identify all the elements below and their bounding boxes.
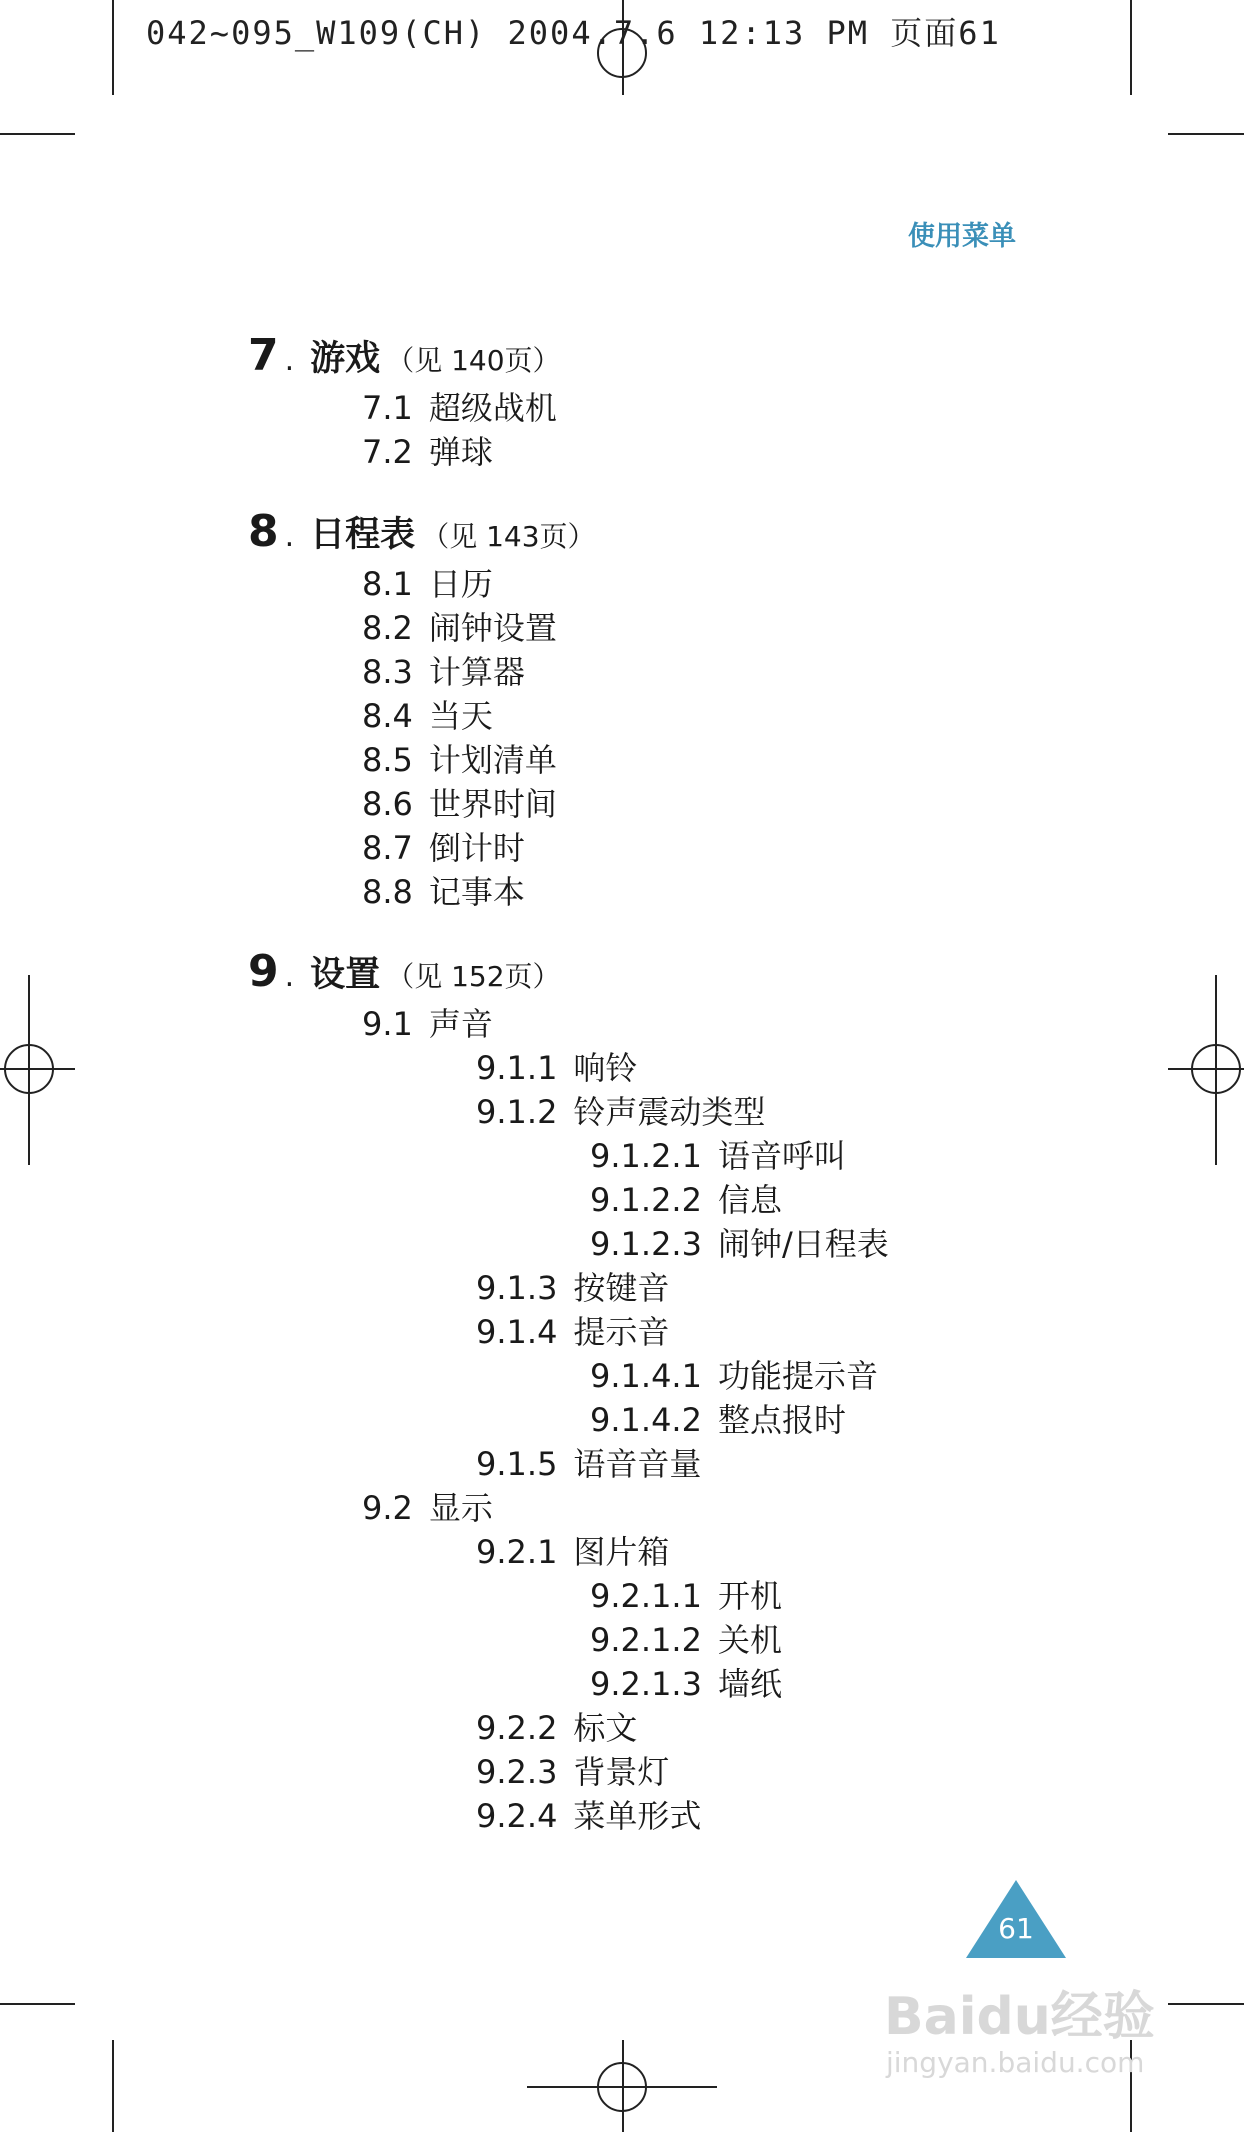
item-number: 9.2.1.1 (590, 1577, 702, 1615)
item-label: 当天 (428, 697, 493, 735)
submenu-item (476, 1708, 637, 1748)
item-number: 8.7 (362, 829, 413, 867)
submenu-item (362, 1004, 493, 1044)
item-label: 弹球 (428, 433, 493, 471)
submenu-item (590, 1664, 782, 1704)
item-number: 8.6 (362, 785, 413, 823)
submenu-item (476, 1268, 669, 1308)
section-title: 使用菜单 (908, 221, 1016, 252)
crop-mark (0, 2003, 75, 2005)
crop-mark (1130, 0, 1132, 95)
item-number: 9.2.1.2 (590, 1621, 702, 1659)
item-label: 关机 (717, 1621, 782, 1659)
submenu-item (590, 1356, 878, 1396)
item-number: 8.4 (362, 697, 413, 735)
item-label: 响铃 (573, 1049, 638, 1087)
menu-number: 9 (248, 946, 279, 997)
submenu-item (362, 388, 557, 428)
item-number: 9.2.2 (476, 1709, 558, 1747)
menu-item-9 (248, 946, 561, 997)
crop-mark (112, 2040, 114, 2132)
submenu-item (476, 1048, 637, 1088)
item-label: 计划清单 (428, 741, 557, 779)
submenu-item (476, 1796, 701, 1836)
item-label: 信息 (717, 1181, 782, 1219)
item-label: 标文 (573, 1709, 638, 1747)
item-number: 9.1.4 (476, 1313, 558, 1351)
submenu-item (476, 1752, 669, 1792)
item-number: 9.1.1 (476, 1049, 558, 1087)
item-label: 超级战机 (428, 389, 557, 427)
submenu-item (362, 740, 557, 780)
item-label: 倒计时 (428, 829, 525, 867)
page-number: 61 (998, 1912, 1034, 1945)
watermark-url: jingyan.baidu.com (886, 2046, 1145, 2079)
item-number: 8.3 (362, 653, 413, 691)
menu-item-8 (248, 506, 596, 557)
registration-circle (597, 2062, 647, 2112)
menu-title: 设置 (310, 955, 381, 995)
print-header: 042~095_W109(CH) 2004.7.6 12:13 PM 页面61 (146, 14, 1001, 52)
item-number: 9.2.3 (476, 1753, 558, 1791)
item-number: 9.1.2.3 (590, 1225, 702, 1263)
item-label: 声音 (428, 1005, 493, 1043)
item-number: 9.1.3 (476, 1269, 558, 1307)
item-number: 8.2 (362, 609, 413, 647)
item-label: 墙纸 (717, 1665, 782, 1703)
item-label: 铃声震动类型 (573, 1093, 766, 1131)
item-label: 日历 (428, 565, 493, 603)
submenu-item (476, 1532, 669, 1572)
menu-dot: . (284, 519, 295, 554)
item-number: 8.5 (362, 741, 413, 779)
item-number: 7.1 (362, 389, 413, 427)
item-number: 9.1.5 (476, 1445, 558, 1483)
submenu-item (362, 564, 493, 604)
menu-dot: . (284, 959, 295, 994)
submenu-item (590, 1136, 846, 1176)
item-label: 闹钟/日程表 (717, 1225, 889, 1263)
item-label: 记事本 (428, 873, 525, 911)
item-label: 背景灯 (573, 1753, 670, 1791)
menu-number: 7 (248, 330, 279, 381)
item-number: 7.2 (362, 433, 413, 471)
item-number: 9.2.4 (476, 1797, 558, 1835)
submenu-item (362, 696, 493, 736)
item-label: 图片箱 (573, 1533, 670, 1571)
item-number: 9.1.2.2 (590, 1181, 702, 1219)
submenu-item (362, 872, 525, 912)
item-label: 语音音量 (573, 1445, 702, 1483)
submenu-item (476, 1312, 669, 1352)
registration-circle (1191, 1044, 1241, 1094)
page-reference: （见 152页） (386, 960, 561, 993)
item-number: 9.1 (362, 1005, 413, 1043)
menu-title: 游戏 (310, 339, 381, 379)
submenu-item (362, 784, 557, 824)
page-reference: （见 140页） (386, 344, 561, 377)
item-label: 功能提示音 (717, 1357, 878, 1395)
item-label: 语音呼叫 (717, 1137, 846, 1175)
item-number: 9.1.2 (476, 1093, 558, 1131)
item-label: 菜单形式 (573, 1797, 702, 1835)
submenu-item (590, 1224, 889, 1264)
item-number: 9.2.1 (476, 1533, 558, 1571)
submenu-item (590, 1400, 846, 1440)
item-number: 9.2 (362, 1489, 413, 1527)
item-label: 开机 (717, 1577, 782, 1615)
submenu-item (590, 1180, 782, 1220)
submenu-item (476, 1444, 701, 1484)
item-label: 闹钟设置 (428, 609, 557, 647)
item-label: 显示 (428, 1489, 493, 1527)
crop-mark (0, 133, 75, 135)
submenu-item (362, 652, 525, 692)
registration-circle (4, 1044, 54, 1094)
submenu-item (476, 1092, 765, 1132)
menu-dot: . (284, 343, 295, 378)
item-number: 8.1 (362, 565, 413, 603)
submenu-item (590, 1620, 782, 1660)
item-label: 计算器 (428, 653, 525, 691)
submenu-item (362, 432, 493, 472)
watermark-logo: Baidu经验 (884, 1987, 1155, 2047)
item-number: 9.2.1.3 (590, 1665, 702, 1703)
submenu-item (590, 1576, 782, 1616)
crop-mark (112, 0, 114, 95)
item-label: 世界时间 (428, 785, 557, 823)
item-label: 整点报时 (717, 1401, 846, 1439)
item-number: 9.1.4.2 (590, 1401, 702, 1439)
page-reference: （见 143页） (421, 520, 596, 553)
item-label: 按键音 (573, 1269, 670, 1307)
menu-title: 日程表 (310, 515, 416, 555)
submenu-item (362, 608, 557, 648)
item-label: 提示音 (573, 1313, 670, 1351)
menu-number: 8 (248, 506, 279, 557)
crop-mark (1168, 2003, 1244, 2005)
submenu-item (362, 1488, 493, 1528)
item-number: 9.1.2.1 (590, 1137, 702, 1175)
item-number: 9.1.4.1 (590, 1357, 702, 1395)
menu-item-7 (248, 330, 561, 381)
crop-mark (1168, 133, 1244, 135)
submenu-item (362, 828, 525, 868)
item-number: 8.8 (362, 873, 413, 911)
